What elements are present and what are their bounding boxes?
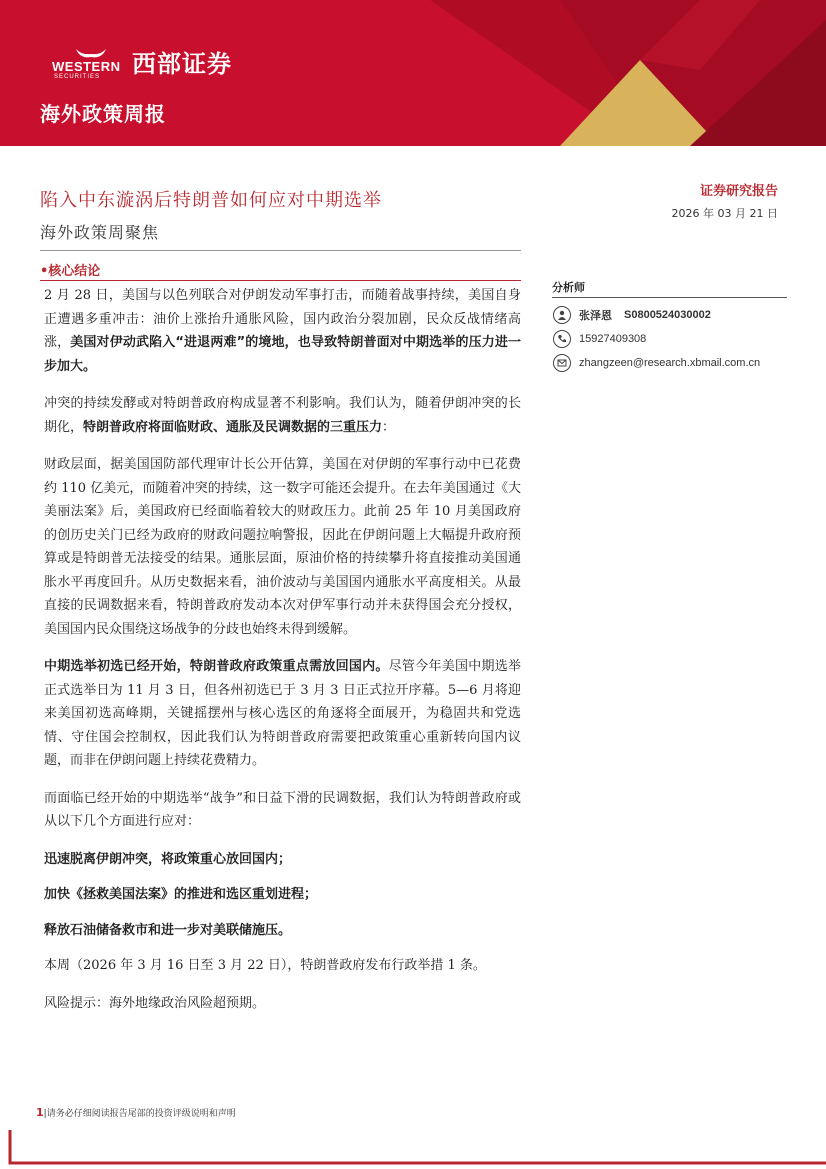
report-date: 2026 年 03 月 21 日: [671, 207, 778, 220]
p1-bold: 美国对伊动武陷入“进退两难”的境地，也导致特朗普面对中期选举的压力进一步加大。: [44, 335, 521, 374]
page-number: 1: [36, 1106, 44, 1119]
paragraph-3: 财政层面，据美国国防部代理审计长公开估算，美国在对伊朗的军事行动中已花费约 110 亿美元，而随着冲突的持续，这一数字可能还会提升。在去年美国通过《大美丽法案》后，美国政府已经面临着较大的财政压力。此前 25 年 10 月美国政府的创历史关门已经为政府的财政问题拉响警报，因此在伊朗问题上大幅提升政府预算或是特朗普无法接受的结果。通胀层面，原油价格的持续攀升将直接推动美国通胀水平再度回升。从历史数据来看，油价波动与美国国内通胀水平高度相关。从最直接的民调数据来看，特朗普政府发动本次对伊军事行动并未获得国会充分授权，美国国内民众围绕这场战争的分歧也始终未得到缓解。: [44, 457, 522, 637]
analyst-name-row: [553, 306, 711, 324]
report-subtitle: 海外政策周聚焦: [40, 223, 160, 242]
analyst-label: 分析师: [552, 281, 585, 294]
header-banner: [0, 0, 826, 146]
footer-decoration: [0, 1126, 826, 1169]
main-content: [44, 284, 521, 1029]
analyst-phone-row: [553, 330, 646, 348]
bullet-point-3: 释放石油储备救市和进一步对美联储施压。: [44, 922, 292, 938]
report-type: 证券研究报告: [699, 184, 778, 199]
report-title: 陷入中东漩涡后特朗普如何应对中期选举: [40, 190, 382, 211]
analyst-name: 张泽恩: [579, 309, 612, 322]
logo-en-bottom: SECURITIES: [54, 73, 101, 80]
logo-cn: 西部证券: [132, 50, 232, 78]
p1-text: 2 月 28 日，美国与以色列联合对伊朗发动军事打击，而随着战事持续，美国自身正遭遇多重冲击：油价上涨抬升通胀风险，国内政治分裂加剧，民众反战情绪高涨，: [44, 288, 521, 350]
analyst-cert: S0800524030002: [624, 309, 711, 321]
person-icon: [553, 306, 571, 324]
risk-warning: 风险提示：海外地缘政治风险超预期。: [44, 995, 266, 1011]
paragraph-1: [44, 284, 521, 378]
paragraph-2: [44, 392, 521, 439]
footer-separator: |: [43, 1109, 47, 1119]
paragraph-6: 本周（2026 年 3 月 16 日至 3 月 22 日），特朗普政府发布行政举措 1 条。: [44, 958, 486, 973]
paragraph-4: [44, 655, 521, 773]
section-heading: •核心结论: [40, 264, 101, 279]
email-icon: [553, 354, 571, 372]
paragraph-5: 而面临已经开始的中期选举“战争”和日益下滑的民调数据，我们认为特朗普政府或从以下几个方面进行应对：: [44, 790, 521, 829]
section-divider: [40, 280, 521, 281]
p4-bold: 中期选举初选已经开始，特朗普政府政策重点需放回国内。: [44, 659, 389, 674]
analyst-divider: [552, 297, 787, 298]
subtitle-divider: [40, 250, 521, 251]
bullet-point-2: 加快《拯救美国法案》的推进和选区重划进程；: [44, 887, 318, 902]
phone-icon: [553, 330, 571, 348]
series-title: 海外政策周报: [40, 102, 166, 126]
p4-text: 尽管今年美国中期选举正式选举日为 11 月 3 日，但各州初选已于 3 月 3 日正式拉开序幕。5—6 月将迎来美国初选高峰期，关键摇摆州与核心选区的角逐将全面展开，为稳固共和党选情、守住国会控制权，因此我们认为特朗普政府需要把政策重心重新转向国内议题，而非在伊朗问题上持续花费精力。: [44, 659, 521, 768]
logo-en-top: WESTERN: [52, 58, 121, 74]
analyst-phone: 15927409308: [579, 333, 647, 345]
bullet-point-1: 迅速脱离伊朗冲突，将政策重心放回国内；: [44, 851, 292, 867]
analyst-email-row: [553, 354, 760, 372]
logo-mark: [52, 47, 128, 80]
analyst-email[interactable]: zhangzeen@research.xbmail.com.cn: [579, 357, 761, 369]
footer-note: 请务必仔细阅读报告尾部的投资评级说明和声明: [46, 1109, 236, 1119]
p2-text: 冲突的持续发酵或对特朗普政府构成显著不利影响。我们认为，随着伊朗冲突的长期化，: [44, 396, 521, 435]
page-footer: [36, 1106, 236, 1119]
p2-bold: 特朗普政府将面临财政、通胀及民调数据的三重压力: [83, 419, 383, 435]
p2-end: ：: [382, 419, 396, 435]
company-logo: [52, 44, 232, 79]
